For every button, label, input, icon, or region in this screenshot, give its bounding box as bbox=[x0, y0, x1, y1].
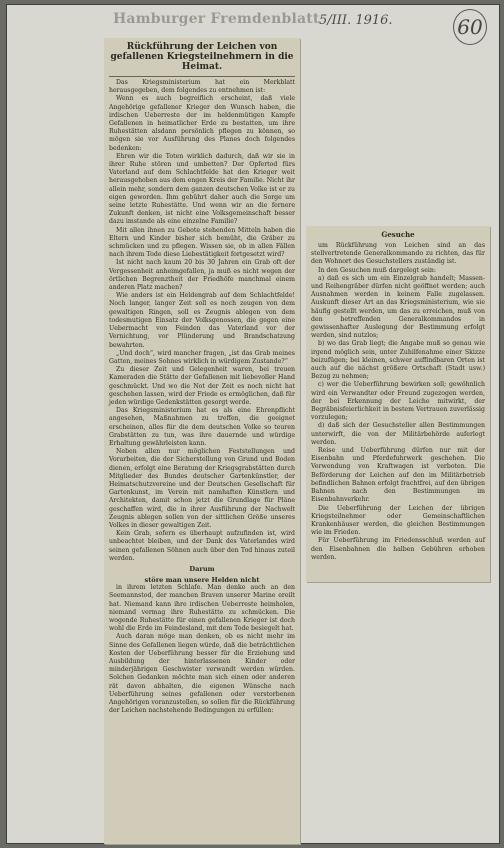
clipping-main-article bbox=[104, 38, 300, 844]
article-paragraph: Reise und Ueberführung dürfen nur mit der Eisenbahn und Pferdefuhrwerk geschehen. Die Verwendung von Kraftwagen ist verboten. Die Beförderung der Leichen auf den im Militärbetrieb befindlichen Bahnen erfolgt frachtfrei, auf den übrigen Bahnen nach den Bestimmungen im Eisenbahnverkehr. bbox=[311, 447, 485, 504]
article-paragraph: in ihrem letzten Schlafe. Man denke auch an den Seemannstod, der manchen Braven unserer Marine ereilt hat. Niemand kann ihre irdischen Ueberreste heimholen, niemand vermag ihre Ruhestätte zu schmücken. Die wogende Ruhestätte für einen gefallenen Krieger ist doch wohl die Erde im Feindesland, mit dem Tode besiegelt hat. bbox=[109, 584, 295, 633]
article-title: Rückführung der Leichen von gefallenen Kriegsteilnehmern in die Heimat. bbox=[110, 42, 294, 72]
article-paragraph: Ist nicht nach kaum 20 bis 30 Jahren ein Grab oft der Vergessenheit anheimgefallen, ja muß es nicht wegen der örtlichen Begrenztheit der Friedhöfe manchmal einem anderen Platz machen? bbox=[109, 259, 295, 292]
article-paragraph: Mit allen ihnen zu Gebote stehenden Mitteln haben die Eltern und Kinder bisher sich bemüht, die Gräber zu schmücken und zu pflegen. Wissen sie, ob in allen Fällen nach ihrem Tode diese Liebestätigkeit fortgesetzt wird? bbox=[109, 226, 295, 259]
article-paragraph: Zu dieser Zeit und Gelegenheit waren, bei treuen Kameraden die Stätte der Gefallenen mit liebevoller Hand geschmückt. Und wo die Not der Zeit es noch nicht hat geschehen lassen, wird der Friede es ermöglichen, daß für jeden würdige Gedenkstätten gesorgt werde. bbox=[109, 366, 295, 406]
article-paragraph: Das Kriegsministerium hat es als eine Ehrenpflicht angesehen, Maßnahmen zu treffen, die geeignet erscheinen, alles für die dem deutschen Volke so teuren Grabstätten zu tun, was ihre dauernde und würdige Erhaltung gewährleisten kann. bbox=[109, 407, 295, 447]
article-paragraph: c) wer die Ueberführung bewirken soll; gewöhnlich wird ein Verwandter oder Freund zugezogen werden, der bei Erkennung der Leiche mitwirkt, der Begräbnisfeierlichkeit in bestem Vertrauen zuverlässig vorzulegen; bbox=[311, 381, 485, 422]
article-paragraph: Neben allen nur möglichen Feststellungen und Vorarbeiten, die der Sicherstellung von Grund und Boden dienen, erfolgt eine Beratung der Kriegsgrabstätten durch Mitglieder des Bundes deutscher Gartenkünstler, der Heimatschutzvereine und der Deutschen Gesellschaft für Gartenkunst, im Verein mit namhaften Künstlern und Architekten, damit schon jetzt die Grundlage für Pläne geschaffen wird, die in ihrer Ausführung der Nachwelt Zeugnis ablegen sollen von der sittlichen Größe unseres Volkes in dieser gewaltigen Zeit. bbox=[109, 448, 295, 529]
article-paragraph: „Und doch“, wird mancher fragen, „ist das Grab meines Gatten, meines Sohnes wirklich in würdigem Zustande?“ bbox=[109, 349, 295, 365]
clipping-requests-article bbox=[306, 226, 490, 582]
article-paragraph: d) daß sich der Gesuchsteller allen Bestimmungen unterwirft, die von der Militärbehörde auferlegt werden. bbox=[311, 422, 485, 446]
article-paragraph: Für Ueberführung im Friedensschluß werden auf den Eisenbahnen die halben Gebühren erhoben werden. bbox=[311, 537, 485, 561]
newspaper-stamp: Hamburger Fremdenblatt bbox=[113, 11, 320, 27]
article-paragraph: Das Kriegsministerium hat ein Merkblatt herausgegeben, dem folgendes zu entnehmen ist: bbox=[109, 79, 295, 95]
page-number: 60 bbox=[453, 9, 487, 45]
article-paragraph: Wie anders ist ein Heldengrab auf dem Schlachtfelde! Noch langer, langer Zeit soll es noch zeugen von dem gewaltigen Ringen, soll es Zeugnis ablegen von dem todesmutigen Einsatz der Volksgenossen, die gegen eine Uebermacht von Feinden das Vaterland vor der Vernichtung, vor Plünderung und Brandschatzung bewahrten. bbox=[109, 292, 295, 349]
article-paragraph: Wenn es auch begreiflich erscheint, daß viele Angehörige gefallener Krieger den Wunsch haben, die irdischen Ueberreste der im heldenmütigen Kampfe Gefallenen in heimatlicher Erde zu bestatten, um ihre Ruhestätten alsdann persönlich pflegen zu können, so mögen sie vor Ausführung des Planes doch folgendes bedenken: bbox=[109, 95, 295, 152]
article-paragraph: b) wo das Grab liegt; die Angabe muß so genau wie irgend möglich sein, unter Zuhilfenahme einer Skizze beizufügen; bei kleinen, schwer auffindbaren Orten ist auch auf die nächst größere Ortschaft (Stadt usw.) Bezug zu nehmen; bbox=[311, 340, 485, 381]
handwritten-date: 5/III. 1916. bbox=[319, 13, 393, 28]
motto-heading: störe man unsere Helden nicht bbox=[144, 575, 260, 584]
article-paragraph: Kein Grab, sofern es überhaupt aufzufinden ist, wird unbeachtet bleiben, und der Dank des Vaterlandes wird seinen gefallenen Söhnen auch über den Tod hinaus zuteil werden. bbox=[109, 530, 295, 562]
motto-line: Darum bbox=[189, 564, 215, 573]
article-paragraph: In den Gesuchen muß dargelegt sein: bbox=[318, 266, 436, 274]
article-paragraph: Die Ueberführung der Leichen der übrigen Kriegsteilnehmer oder Gemeinschaftlichen Krankenhäuser werden, die gleichen Bestimmungen wie im Frieden. bbox=[311, 504, 485, 537]
article-paragraph: Auch daran möge man denken, ob es nicht mehr im Sinne des Gefallenen liegen würde, daß die beträchtlichen Kosten der Ueberführung besser für die Erziehung und Ausbildung der hinterlassenen Kinder oder minderjährigen Geschwister verwandt werden würden. Solchen Gedanken möchte man sich einen oder anderen rät davon abhalten, die eigenen Wünsche nach Ueberführung seines gefallenen oder verstorbenen Angehörigen voranzustellen, so sollen für die Rückführung der Leichen nachstehende Bedingungen zu erfüllen: bbox=[109, 633, 295, 715]
article-paragraph: a) daß es sich um ein Einzelgrab handelt; Massen- und Reihengräber dürfen nicht geöffnet werden; auch Ausnahmen werden in keinem Falle zugelassen. Auskunft dieser Art an das Kriegsministerium, wie sie häufig gestellt werden, um das zu erreichen, muß von den betreffenden Generalkommandos in gewissenhafter Auslegung der Bestimmung erfolgt werden, sind nutzlos; bbox=[311, 274, 485, 340]
article-paragraph: Ehren wir die Toten wirklich dadurch, daß wir sie in ihrer Ruhe stören und umbetten? Der Opfertod fürs Vaterland auf dem Schlachtfelde hat den Krieger weit herausgehoben aus dem engen Kreis der Familie. Nicht ihr allein mehr, sondern dem ganzen deutschen Volke ist er zu eigen geworden. Ihm gebührt daher auch die Sorge um seine letzte Ruhestätte. Und wenn wir an die fernere Zukunft denken, ist nicht eine Volksgemeinschaft besser dazu imstande als eine einzelne Familie? bbox=[109, 152, 295, 226]
article-paragraph: um Rückführung von Leichen sind an das stellvertretende Generalkommando zu richten, das für den Wohnort des Gesuchstellers zuständig ist. bbox=[311, 242, 485, 266]
section-title: Gesuche bbox=[381, 230, 415, 239]
title-rule bbox=[109, 76, 295, 77]
